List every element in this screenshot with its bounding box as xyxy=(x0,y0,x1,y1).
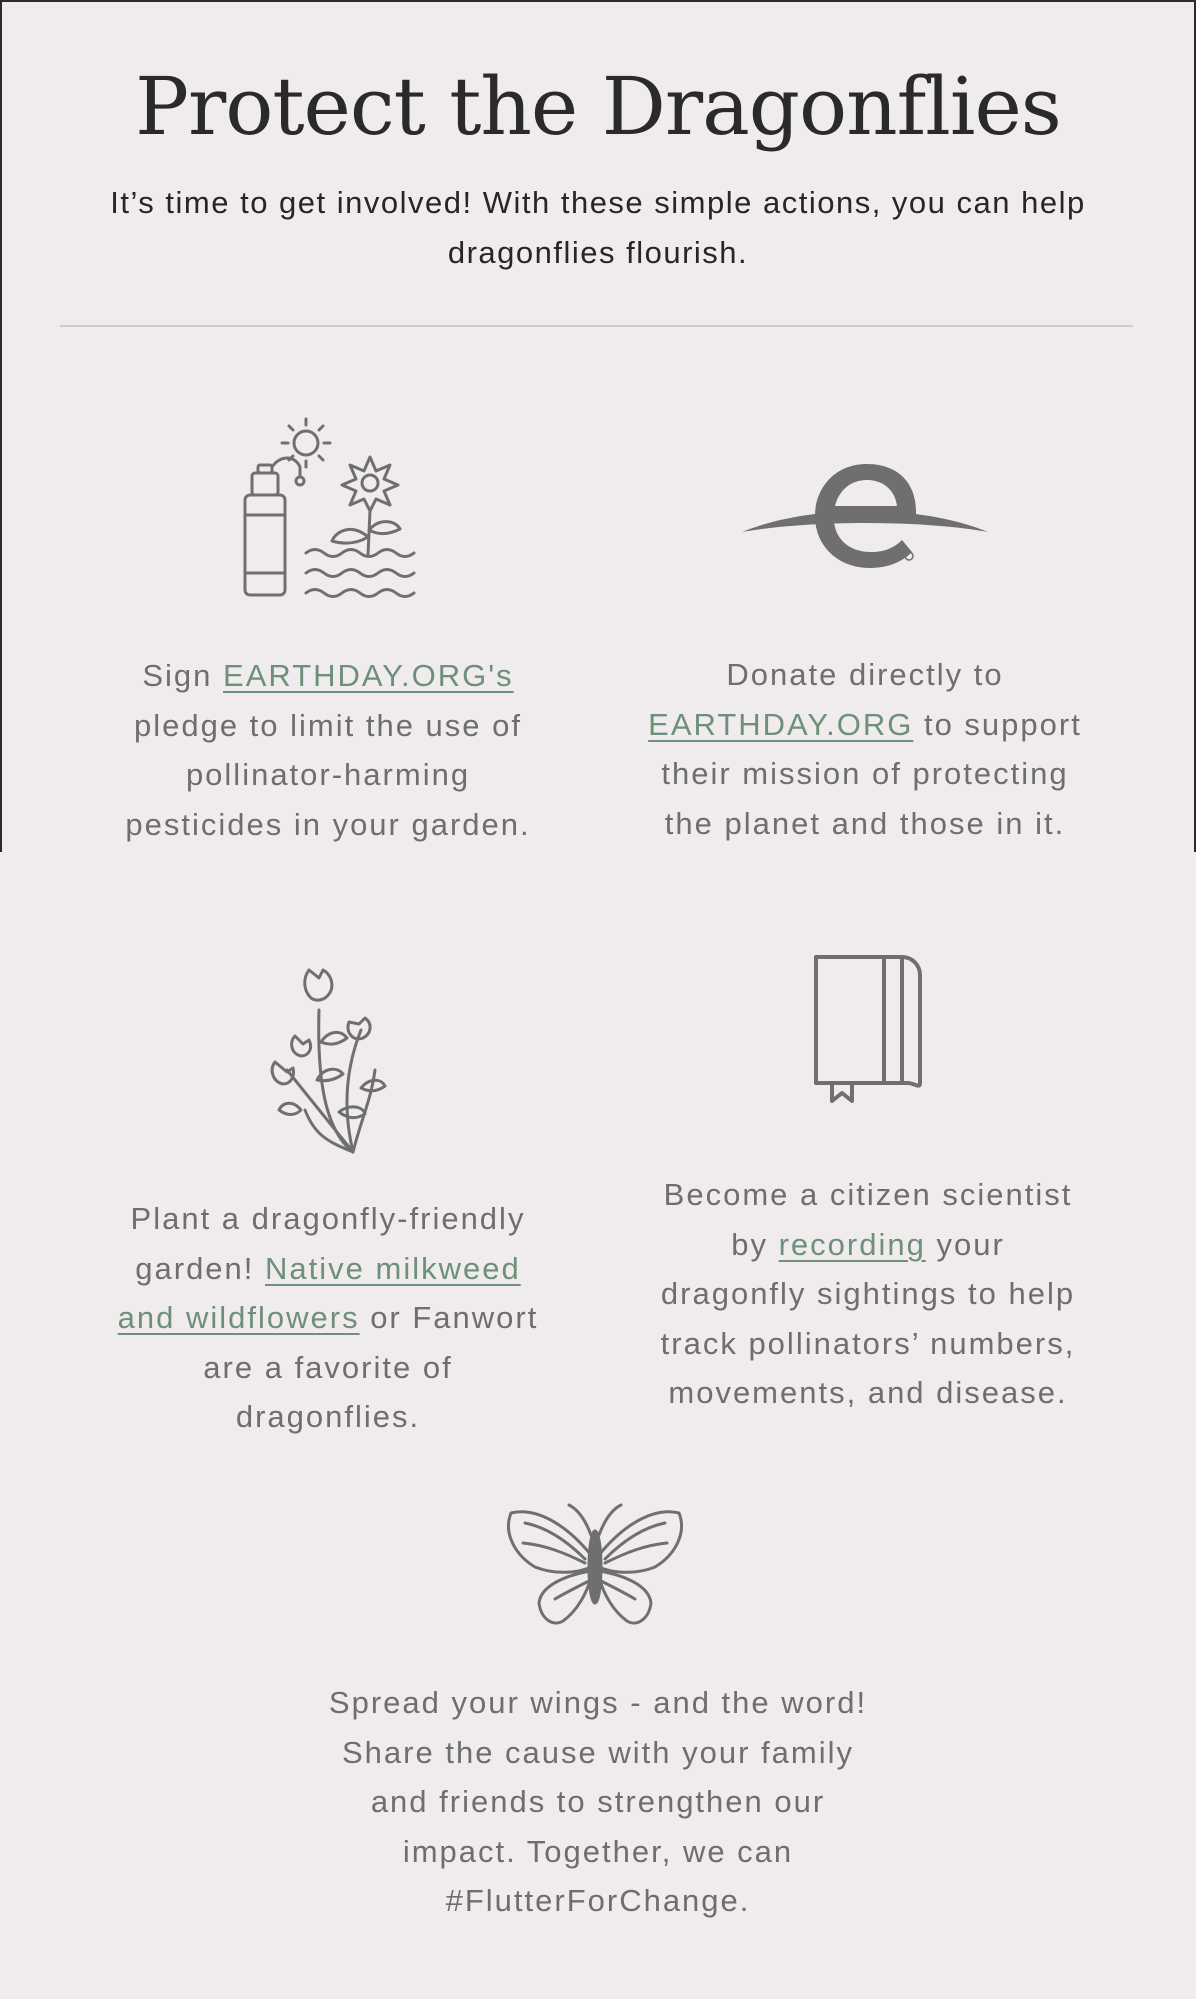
butterfly-icon xyxy=(505,1503,685,1633)
page-subtitle: It’s time to get involved! With these simple actions, you can help dragonflies flourish. xyxy=(110,185,1086,270)
earthday-pledge-link[interactable]: EARTHDAY.ORG's xyxy=(223,658,514,693)
citizen-card-pre: Become a citizen scientist by xyxy=(663,1177,1073,1262)
page-title: Protect the Dragonflies xyxy=(135,60,1061,153)
plant-card-pre: Plant a dragonfly-friendly garden! xyxy=(130,1201,526,1286)
donate-card-post: to support their mission of protecting the planet and those in it. xyxy=(661,706,1082,841)
pledge-card-text xyxy=(118,651,538,849)
pledge-card-pre: Sign xyxy=(142,658,224,693)
plant-card-post: or Fanwort are a favorite of dragonflies. xyxy=(203,1300,539,1434)
recording-link[interactable]: recording xyxy=(778,1226,926,1262)
share-card-text: Spread your wings - and the word! Share the cause with your family and friends to strengthen our impact. Together, we can #FlutterForChange. xyxy=(328,1685,868,1918)
notebook-icon xyxy=(812,955,924,1105)
native-milkweed-link[interactable]: Native milkweed and wildflowers xyxy=(117,1250,521,1335)
earthday-donate-link[interactable]: EARTHDAY.ORG xyxy=(648,706,914,742)
earthday-logo-icon xyxy=(740,460,990,570)
citizen-science-card-text xyxy=(658,1170,1078,1418)
pledge-card-post: pledge to limit the use of pollinator-harming pesticides in your garden. xyxy=(125,707,531,842)
wildflower-icon xyxy=(265,960,395,1160)
section-divider xyxy=(60,325,1133,327)
plant-card-text xyxy=(116,1194,540,1442)
garden-spray-icon xyxy=(240,415,420,605)
citizen-card-post: your dragonfly sightings to help track pollinators’ numbers, movements, and disease. xyxy=(660,1226,1076,1410)
donate-card-text xyxy=(645,650,1085,848)
donate-card-pre: Donate directly to xyxy=(726,657,1004,692)
frame-top-border xyxy=(0,0,1196,2)
